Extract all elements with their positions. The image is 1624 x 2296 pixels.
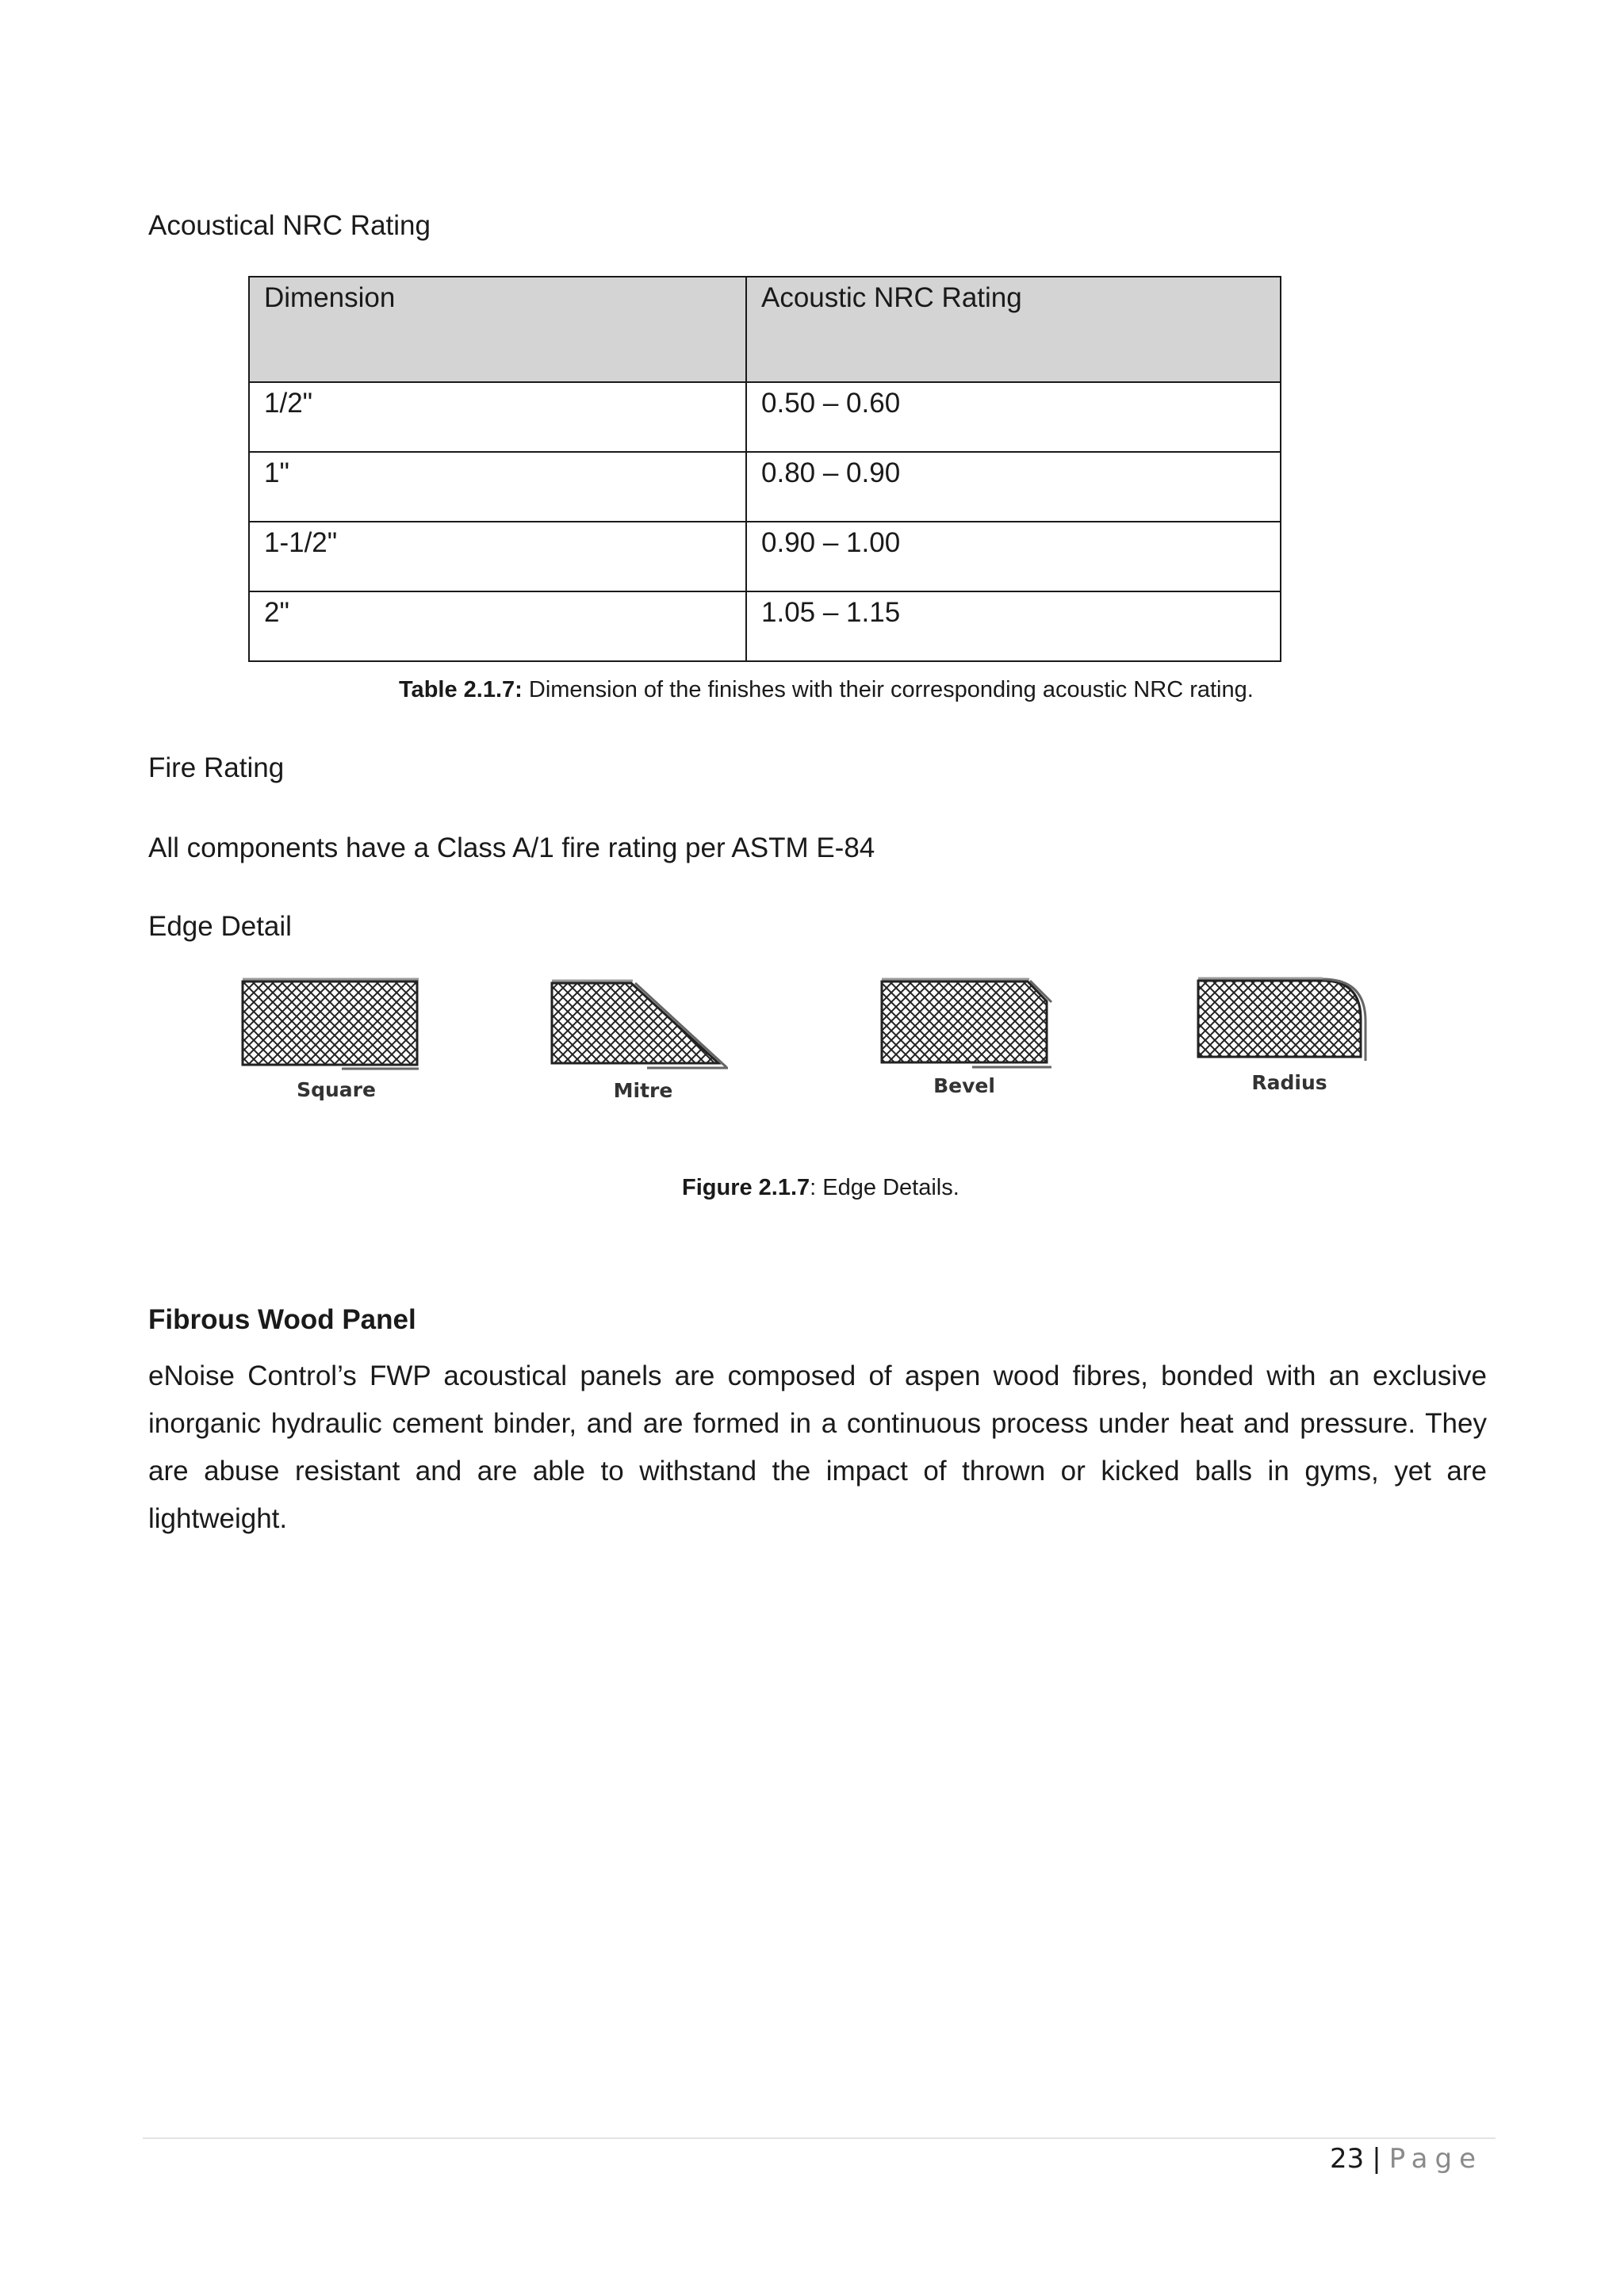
cell-nrc-rating: 0.90 – 1.00 xyxy=(746,522,1281,591)
fire-rating-text: All components have a Class A/1 fire rating per ASTM E-84 xyxy=(148,832,875,863)
edge-label-radius: Radius xyxy=(1251,1071,1327,1094)
edge-details-figure xyxy=(235,974,1377,1108)
edge-mitre-shape xyxy=(552,981,728,1068)
fire-rating-heading: Fire Rating xyxy=(148,752,285,783)
table-row xyxy=(249,591,1281,661)
table-row xyxy=(249,382,1281,452)
edge-square-shape xyxy=(243,979,419,1069)
cell-dimension: 2" xyxy=(249,591,746,661)
edge-label-mitre: Mitre xyxy=(613,1079,673,1102)
figure-caption-label: Figure 2.1.7 xyxy=(682,1175,810,1200)
fibrous-wood-panel-paragraph: eNoise Control’s FWP acoustical panels are composed of aspen wood fibres, bonded with an exclusive inorganic hydraulic cement binder, and are formed in a continuous process under heat and pressure. They are abuse resistant and are able to withstand the impact of thrown or kicked balls in gyms, yet are lightweight. xyxy=(148,1360,1487,1534)
table-row xyxy=(249,522,1281,591)
figure-caption-text: : Edge Details. xyxy=(810,1175,959,1200)
column-header-dimension: Dimension xyxy=(249,277,746,382)
cell-nrc-rating: 1.05 – 1.15 xyxy=(746,591,1281,661)
cell-nrc-rating: 0.50 – 0.60 xyxy=(746,382,1281,452)
acoustical-nrc-heading: Acoustical NRC Rating xyxy=(148,210,431,241)
page-number: 23 xyxy=(1329,2143,1365,2175)
figure-caption xyxy=(682,1173,959,1202)
table-caption xyxy=(399,675,1254,704)
table-header-row xyxy=(249,277,1281,382)
edge-detail-heading: Edge Detail xyxy=(148,911,292,942)
table-caption-text: Dimension of the finishes with their corresponding acoustic NRC rating. xyxy=(522,677,1254,702)
cell-dimension: 1-1/2" xyxy=(249,522,746,591)
edge-label-square: Square xyxy=(297,1078,376,1101)
edge-bevel-shape xyxy=(882,979,1051,1067)
page-word: Page xyxy=(1388,2143,1483,2175)
footer-separator: | xyxy=(1372,2143,1381,2175)
table-row xyxy=(249,452,1281,522)
column-header-nrc-rating: Acoustic NRC Rating xyxy=(746,277,1281,382)
page-footer xyxy=(1330,2143,1483,2175)
edge-radius-shape xyxy=(1198,978,1365,1061)
cell-nrc-rating: 0.80 – 0.90 xyxy=(746,452,1281,522)
nrc-rating-table xyxy=(248,276,1281,662)
fibrous-wood-panel-heading: Fibrous Wood Panel xyxy=(148,1304,416,1335)
cell-dimension: 1/2" xyxy=(249,382,746,452)
footer-divider xyxy=(143,2137,1496,2139)
cell-dimension: 1" xyxy=(249,452,746,522)
table-caption-label: Table 2.1.7: xyxy=(399,677,523,702)
edge-label-bevel: Bevel xyxy=(933,1074,995,1097)
